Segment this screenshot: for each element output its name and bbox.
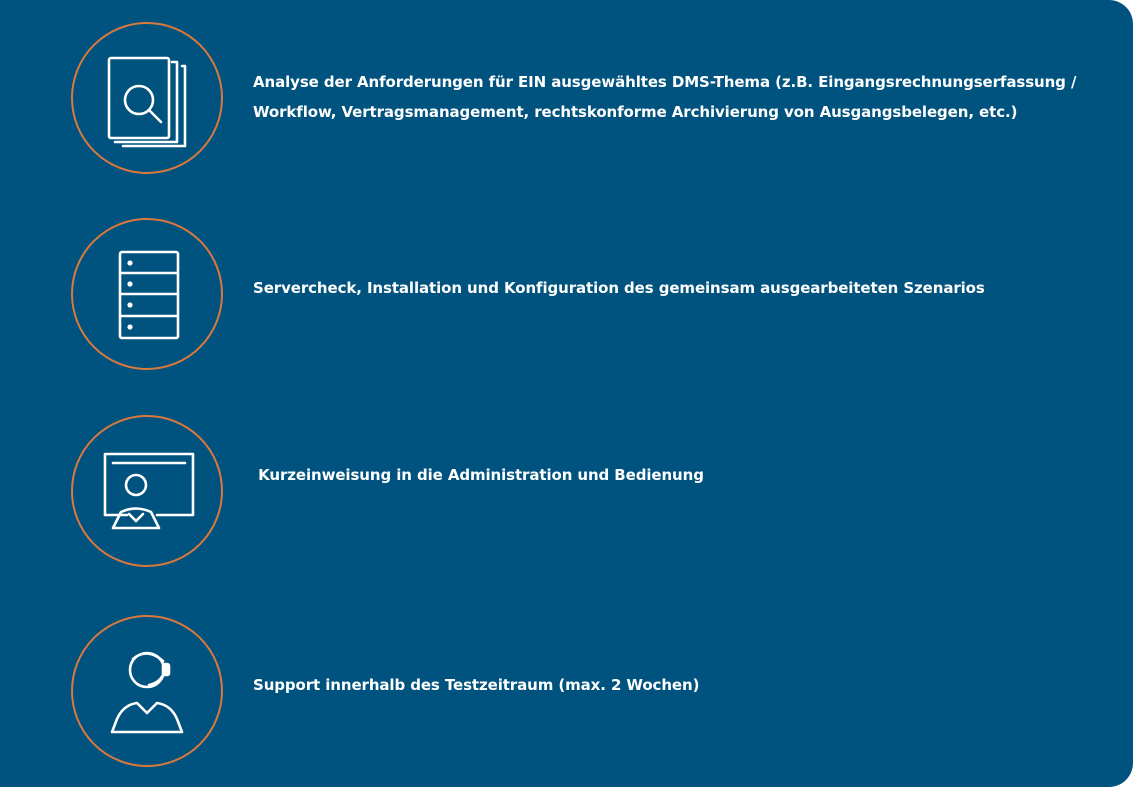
feature-text-line: Analyse der Anforderungen für EIN ausgewähltes DMS-Thema (z.B. Eingangsrechnungserfassung / <box>253 73 1077 91</box>
feature-text <box>253 273 985 303</box>
feature-text-line: Kurzeinweisung in die Administration und Bedienung <box>253 466 704 484</box>
feature-text-line: Support innerhalb des Testzeitraum (max. 2 Wochen) <box>253 676 700 694</box>
feature-text <box>253 460 704 490</box>
icon-ring <box>71 615 223 767</box>
icon-ring <box>71 22 223 174</box>
feature-item-analysis <box>71 22 1121 174</box>
feature-text-line: Workflow, Vertragsmanagement, rechtskonforme Archivierung von Ausgangsbelegen, etc.) <box>253 103 1018 121</box>
feature-text <box>253 67 1076 127</box>
feature-item-support <box>71 615 1121 767</box>
feature-item-server <box>71 218 1121 370</box>
icon-ring <box>71 218 223 370</box>
server-icon <box>73 220 221 368</box>
presentation-icon <box>73 417 221 565</box>
icon-ring <box>71 415 223 567</box>
feature-item-training <box>71 415 1121 567</box>
feature-text <box>253 670 699 700</box>
document-search-icon <box>73 24 221 172</box>
headset-support-icon <box>73 617 221 765</box>
feature-text-line: Servercheck, Installation und Konfiguration des gemeinsam ausgearbeiteten Szenarios <box>253 279 985 297</box>
